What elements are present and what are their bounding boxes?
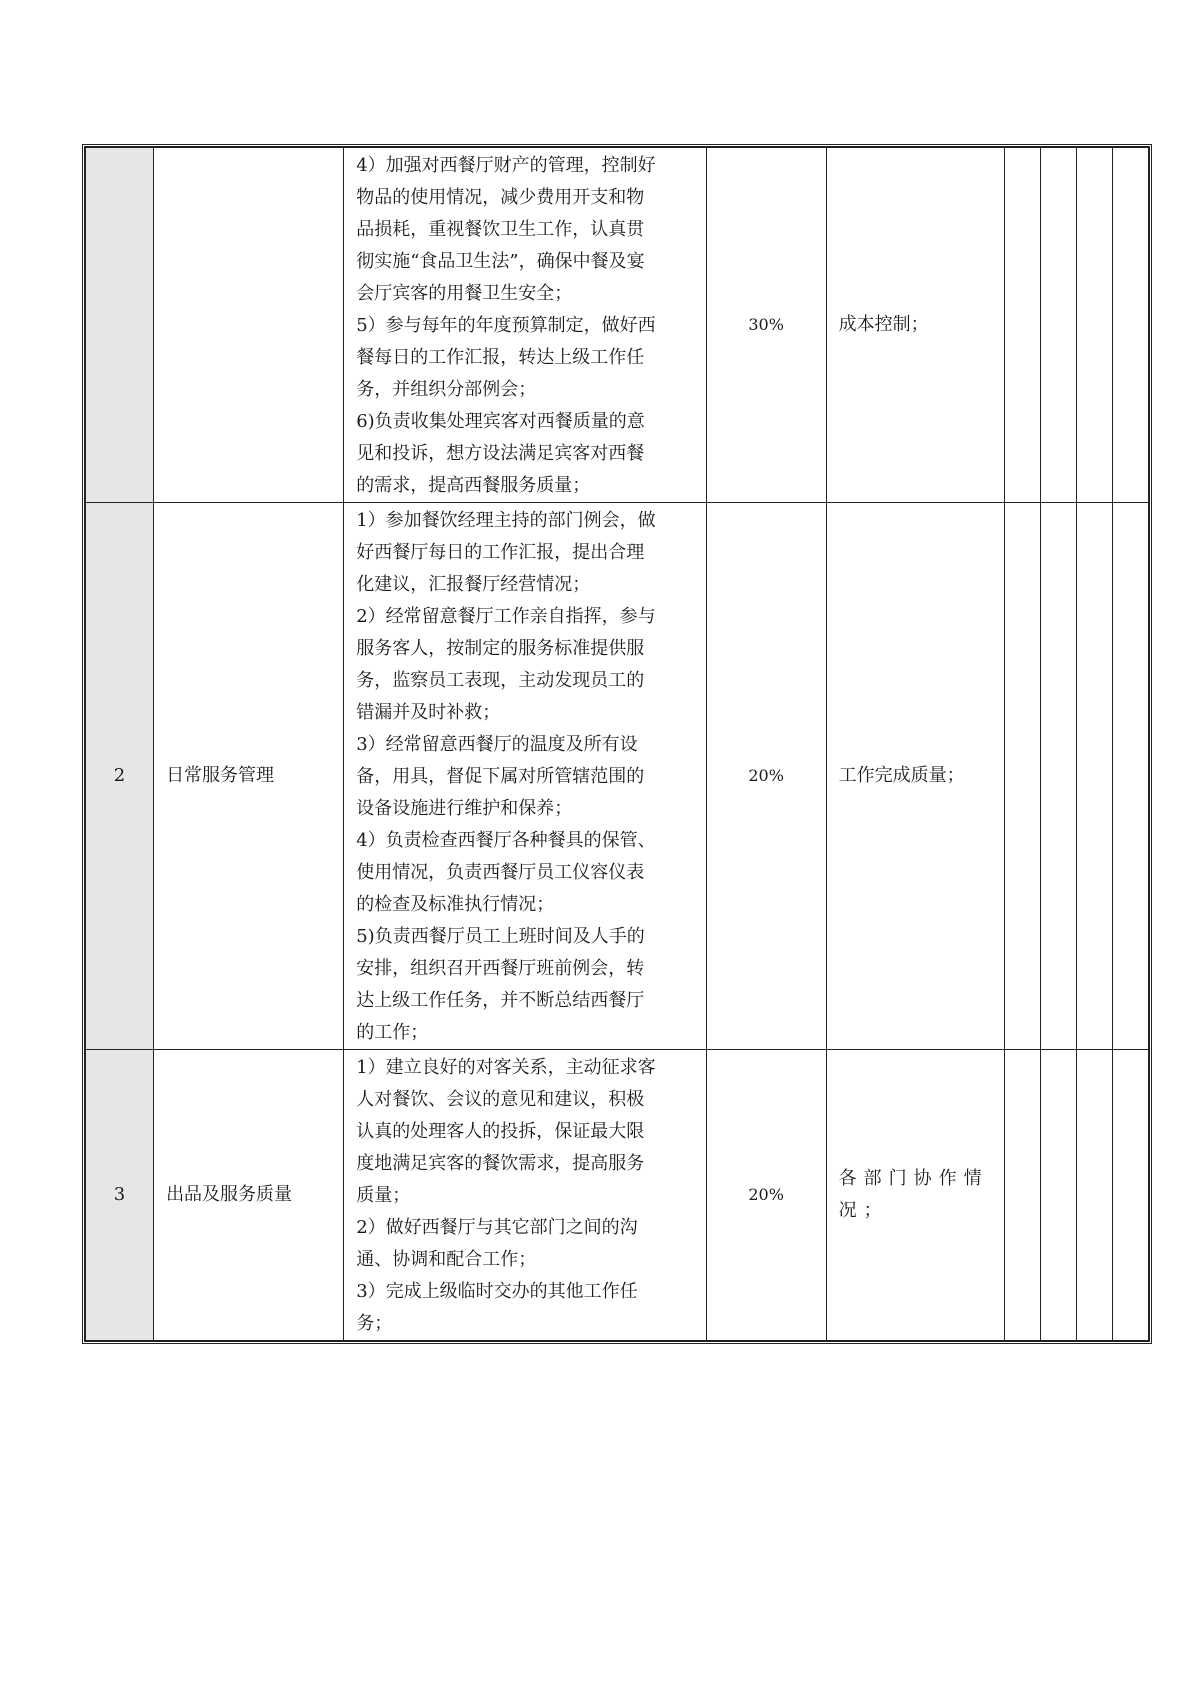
row-weight: 30% (706, 148, 826, 503)
row-description (344, 1050, 706, 1341)
description-line: 5)负责西餐厅员工上班时间及人手的 (356, 926, 645, 947)
description-line: 设备设施进行维护和保养； (356, 798, 573, 819)
row-description (344, 503, 706, 1050)
row-item (154, 148, 344, 503)
score-cell (1004, 148, 1040, 503)
description-line: 化建议，汇报餐厅经营情况； (356, 574, 591, 595)
description-line: 人对餐饮、会议的意见和建议，积极 (356, 1089, 645, 1110)
table-row (86, 148, 1149, 503)
description-line: 的需求，提高西餐服务质量； (356, 475, 591, 496)
description-line: 2）经常留意餐厅工作亲自指挥，参与 (356, 606, 656, 627)
score-cell (1004, 1050, 1040, 1341)
description-line: 使用情况，负责西餐厅员工仪容仪表 (356, 862, 645, 883)
description-line: 备，用具，督促下属对所管辖范围的 (356, 766, 645, 787)
description-line: 务，并组织分部例会； (356, 379, 537, 400)
row-item: 日常服务管理 (154, 503, 344, 1050)
row-weight: 20% (706, 503, 826, 1050)
evaluation-table (82, 144, 1152, 1344)
row-item: 出品及服务质量 (154, 1050, 344, 1341)
row-number: 3 (86, 1050, 154, 1341)
description-line: 2）做好西餐厅与其它部门之间的沟 (356, 1217, 638, 1238)
score-cell (1112, 1050, 1148, 1341)
description-line: 通、协调和配合工作； (356, 1249, 537, 1270)
row-kpi: 工作完成质量； (826, 503, 1004, 1050)
description-line: 认真的处理客人的投拆，保证最大限 (356, 1121, 645, 1142)
description-line: 5）参与每年的年度预算制定，做好西 (356, 315, 656, 336)
row-number: 2 (86, 503, 154, 1050)
score-cell (1040, 1050, 1076, 1341)
description-line: 1）参加餐饮经理主持的部门例会，做 (356, 510, 656, 531)
description-line: 见和投诉，想方设法满足宾客对西餐 (356, 443, 645, 464)
description-line: 的工作； (356, 1022, 429, 1043)
description-line: 3）完成上级临时交办的其他工作任 (356, 1281, 638, 1302)
table-row (86, 1050, 1149, 1341)
description-line: 会厅宾客的用餐卫生安全； (356, 283, 573, 304)
description-line: 服务客人，按制定的服务标准提供服 (356, 638, 645, 659)
description-line: 安排，组织召开西餐厅班前例会，转 (356, 958, 645, 979)
description-line: 错漏并及时补救； (356, 702, 501, 723)
description-line: 3）经常留意西餐厅的温度及所有设 (356, 734, 638, 755)
score-cell (1112, 148, 1148, 503)
description-line: 6)负责收集处理宾客对西餐质量的意 (356, 411, 645, 432)
row-kpi: 各部门协作情况； (826, 1050, 1004, 1341)
row-description (344, 148, 706, 503)
description-line: 4）加强对西餐厅财产的管理，控制好 (356, 155, 656, 176)
description-line: 1）建立良好的对客关系，主动征求客 (356, 1057, 656, 1078)
description-line: 彻实施“食品卫生法”，确保中餐及宴 (356, 251, 645, 272)
description-line: 品损耗，重视餐饮卫生工作，认真贯 (356, 219, 645, 240)
row-kpi: 成本控制； (826, 148, 1004, 503)
description-line: 度地满足宾客的餐饮需求，提高服务 (356, 1153, 645, 1174)
description-line: 好西餐厅每日的工作汇报，提出合理 (356, 542, 645, 563)
table-row (86, 503, 1149, 1050)
description-line: 质量； (356, 1185, 411, 1206)
score-cell (1076, 503, 1112, 1050)
description-line: 4）负责检查西餐厅各种餐具的保管、 (356, 830, 656, 851)
score-cell (1076, 1050, 1112, 1341)
description-line: 达上级工作任务，并不断总结西餐厅 (356, 990, 645, 1011)
score-cell (1040, 503, 1076, 1050)
description-line: 餐每日的工作汇报，转达上级工作任 (356, 347, 645, 368)
row-weight: 20% (706, 1050, 826, 1341)
score-cell (1076, 148, 1112, 503)
description-line: 物品的使用情况，减少费用开支和物 (356, 187, 645, 208)
description-line: 务，监察员工表现，主动发现员工的 (356, 670, 645, 691)
description-line: 务； (356, 1313, 393, 1334)
score-cell (1004, 503, 1040, 1050)
row-number (86, 148, 154, 503)
table-body (86, 148, 1149, 1341)
description-line: 的检查及标准执行情况； (356, 894, 555, 915)
score-cell (1040, 148, 1076, 503)
score-cell (1112, 503, 1148, 1050)
